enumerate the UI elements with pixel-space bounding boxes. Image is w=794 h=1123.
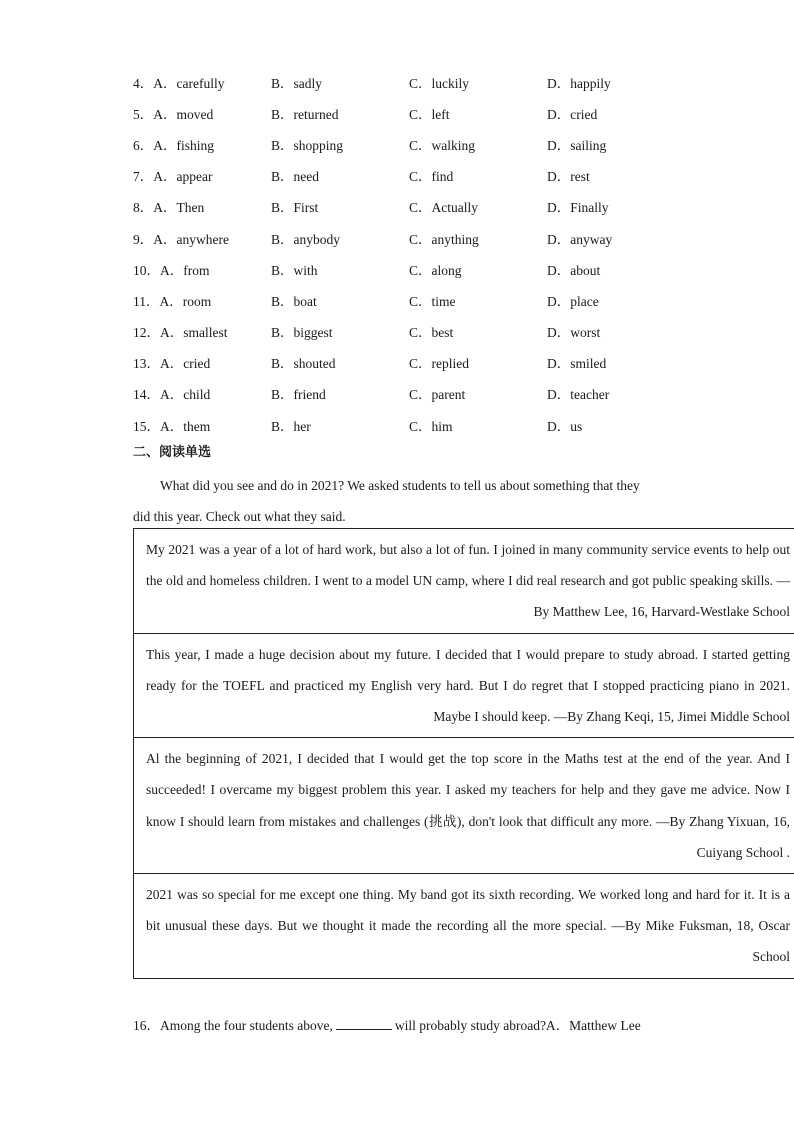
option-a-text: smallest bbox=[183, 325, 228, 341]
option-c: C．along bbox=[409, 262, 462, 278]
answer-options-list bbox=[133, 66, 693, 440]
intro-line-1: What did you see and do in 2021? We asked students to tell us about something that they bbox=[160, 478, 640, 493]
story-zhang-keqi: This year, I made a huge decision about my future. I decided that I would prepare to study abroad. I started getting ready for the TOEFL and practiced my English very hard. But I do regret that I stopped practicing piano in 2021. Maybe I should keep. —By Zhang Keqi, 15, Jimei Middle School bbox=[134, 634, 794, 739]
question-suffix: will probably study abroad?A．Matthew Lee bbox=[394, 1018, 641, 1033]
option-a bbox=[133, 290, 271, 310]
story-matthew-lee: My 2021 was a year of a lot of hard work, but also a lot of fun. I joined in many community service events to help out the old and homeless children. I went to a model UN camp, where I did real research and got public speaking skills. —By Matthew Lee, 16, Harvard-Westlake School bbox=[134, 529, 794, 634]
option-b: B．with bbox=[271, 262, 318, 278]
option-a bbox=[133, 352, 271, 372]
option-number: 15．A． bbox=[133, 418, 184, 434]
question-16 bbox=[133, 1014, 641, 1034]
option-number: 6．A． bbox=[133, 137, 177, 153]
option-c: C．Actually bbox=[409, 200, 478, 216]
story-zhang-yixuan: Al the beginning of 2021, I decided that I would get the top score in the Maths test at the end of the year. And I succeeded! I overcame my biggest problem this year. I asked my teachers for help and they gave me advice. Now I know I should learn from mistakes and challenges (挑战), don't look that difficult any more. —By Zhang Yixuan, 16, Cuiyang School . bbox=[134, 738, 794, 874]
option-c: C．parent bbox=[409, 387, 466, 403]
option-b: B．shopping bbox=[271, 137, 344, 153]
option-row bbox=[133, 253, 693, 284]
option-row bbox=[133, 378, 693, 409]
option-a bbox=[133, 321, 271, 341]
option-d: D．teacher bbox=[547, 387, 610, 403]
answer-blank bbox=[336, 1017, 392, 1030]
option-c: C．time bbox=[409, 293, 456, 309]
option-b: B．her bbox=[271, 418, 311, 434]
option-a-text: room bbox=[182, 293, 212, 309]
option-d: D．cried bbox=[547, 106, 598, 122]
stories-table bbox=[133, 528, 794, 979]
option-a-text: carefully bbox=[176, 75, 225, 91]
option-row bbox=[133, 409, 693, 440]
option-d: D．sailing bbox=[547, 137, 607, 153]
option-c: C．anything bbox=[409, 231, 479, 247]
option-a bbox=[133, 228, 271, 248]
option-b: B．biggest bbox=[271, 325, 333, 341]
question-prefix: 16．Among the four students above, bbox=[133, 1018, 333, 1033]
option-number: 14．A． bbox=[133, 387, 184, 403]
option-a bbox=[133, 196, 271, 216]
option-c: C．him bbox=[409, 418, 453, 434]
option-d: D．place bbox=[547, 293, 599, 309]
option-a bbox=[133, 383, 271, 403]
option-number: 7．A． bbox=[133, 169, 177, 185]
section-title: 二、阅读单选 bbox=[133, 445, 212, 460]
option-a-text: fishing bbox=[176, 137, 215, 153]
option-d: D．worst bbox=[547, 325, 601, 341]
option-number: 4．A． bbox=[133, 75, 177, 91]
option-a-text: moved bbox=[176, 106, 214, 122]
option-c: C．replied bbox=[409, 356, 469, 372]
option-a-text: anywhere bbox=[176, 231, 229, 247]
option-d: D．happily bbox=[547, 75, 611, 91]
option-a bbox=[133, 134, 271, 154]
option-c: C．walking bbox=[409, 137, 475, 153]
option-c: C．left bbox=[409, 106, 450, 122]
option-d: D．Finally bbox=[547, 200, 609, 216]
option-row bbox=[133, 97, 693, 128]
option-row bbox=[133, 222, 693, 253]
option-a bbox=[133, 103, 271, 123]
option-d: D．anyway bbox=[547, 231, 613, 247]
option-number: 13．A． bbox=[133, 356, 184, 372]
option-d: D．about bbox=[547, 262, 601, 278]
option-row bbox=[133, 347, 693, 378]
option-c: C．find bbox=[409, 169, 454, 185]
option-b: B．returned bbox=[271, 106, 339, 122]
option-b: B．First bbox=[271, 200, 319, 216]
option-d: D．us bbox=[547, 418, 583, 434]
option-row bbox=[133, 284, 693, 315]
option-row bbox=[133, 316, 693, 347]
option-b: B．boat bbox=[271, 293, 317, 309]
option-b: B．sadly bbox=[271, 75, 323, 91]
option-b: B．friend bbox=[271, 387, 326, 403]
option-a-text: from bbox=[183, 262, 210, 278]
option-number: 11．A． bbox=[133, 293, 183, 309]
option-a-text: child bbox=[183, 387, 211, 403]
option-c: C．luckily bbox=[409, 75, 469, 91]
option-b: B．need bbox=[271, 169, 319, 185]
option-row bbox=[133, 128, 693, 159]
option-d: D．smiled bbox=[547, 356, 607, 372]
option-b: B．anybody bbox=[271, 231, 340, 247]
option-a-text: them bbox=[183, 418, 211, 434]
option-a bbox=[133, 72, 271, 92]
option-number: 9．A． bbox=[133, 231, 177, 247]
option-b: B．shouted bbox=[271, 356, 336, 372]
option-a bbox=[133, 259, 271, 279]
intro-line-2: did this year. Check out what they said. bbox=[133, 509, 346, 524]
option-row bbox=[133, 191, 693, 222]
option-row bbox=[133, 160, 693, 191]
story-mike-fuksman: 2021 was so special for me except one thing. My band got its sixth recording. We worked long and hard for it. It is a bit unusual these days. But we thought it made the recording all the more special. —By Mike Fuksman, 18, Oscar School bbox=[146, 887, 790, 965]
option-a bbox=[133, 165, 271, 185]
option-a-text: appear bbox=[176, 169, 213, 185]
option-a-text: Then bbox=[176, 200, 205, 216]
option-number: 8．A． bbox=[133, 200, 177, 216]
option-c: C．best bbox=[409, 325, 454, 341]
option-number: 10．A． bbox=[133, 262, 184, 278]
option-a-text: cried bbox=[183, 356, 211, 372]
option-number: 12．A． bbox=[133, 325, 184, 341]
option-number: 5．A． bbox=[133, 106, 177, 122]
option-d: D．rest bbox=[547, 169, 590, 185]
reading-intro bbox=[133, 470, 693, 532]
option-a bbox=[133, 415, 271, 435]
option-row bbox=[133, 66, 693, 97]
